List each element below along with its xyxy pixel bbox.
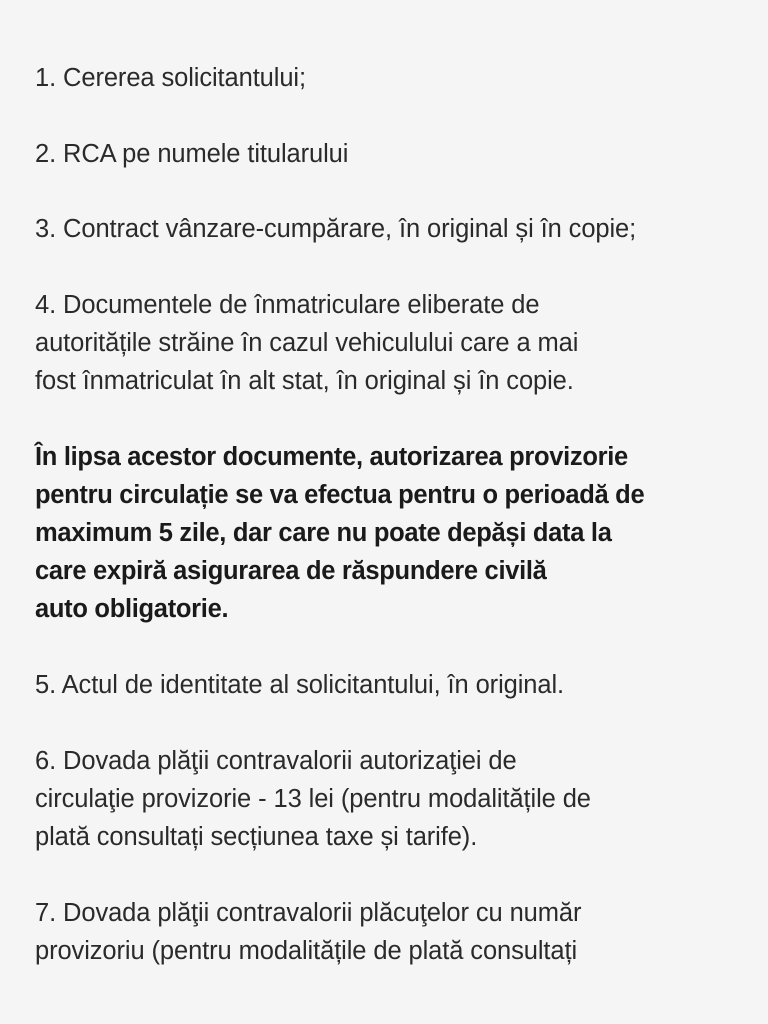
list-item-3: 3. Contract vânzare-cumpărare, în original și în copie; [35, 215, 637, 243]
list-item-6-line-1: 6. Dovada plăţii contravalorii autorizaţiei de [35, 747, 517, 775]
list-item-2: 2. RCA pe numele titularului [35, 140, 349, 168]
list-item-4-line-2: autoritățile străine în cazul vehiculului care a mai [35, 329, 579, 357]
list-item-6-line-3: plată consultați secțiunea taxe și tarife). [35, 823, 478, 851]
list-item-7-line-1: 7. Dovada plăţii contravalorii plăcuţelor cu număr [35, 899, 582, 927]
list-item-6-line-2: circulaţie provizorie - 13 lei (pentru modalitățile de [35, 785, 591, 813]
list-item-4-line-3: fost înmatriculat în alt stat, în original și în copie. [35, 367, 574, 395]
note-line-5: auto obligatorie. [35, 595, 229, 623]
note-line-4: care expiră asigurarea de răspundere civilă [35, 557, 547, 585]
note-line-1: În lipsa acestor documente, autorizarea provizorie [35, 443, 628, 471]
note-line-3: maximum 5 zile, dar care nu poate depăși data la [35, 519, 612, 547]
list-item-1: 1. Cererea solicitantului; [35, 64, 306, 92]
list-item-7-line-2: provizoriu (pentru modalitățile de plată consultați [35, 937, 578, 965]
note-line-2: pentru circulație se va efectua pentru o perioadă de [35, 481, 645, 509]
list-item-4-line-1: 4. Documentele de înmatriculare eliberate de [35, 291, 540, 319]
list-item-5: 5. Actul de identitate al solicitantului, în original. [35, 671, 565, 699]
